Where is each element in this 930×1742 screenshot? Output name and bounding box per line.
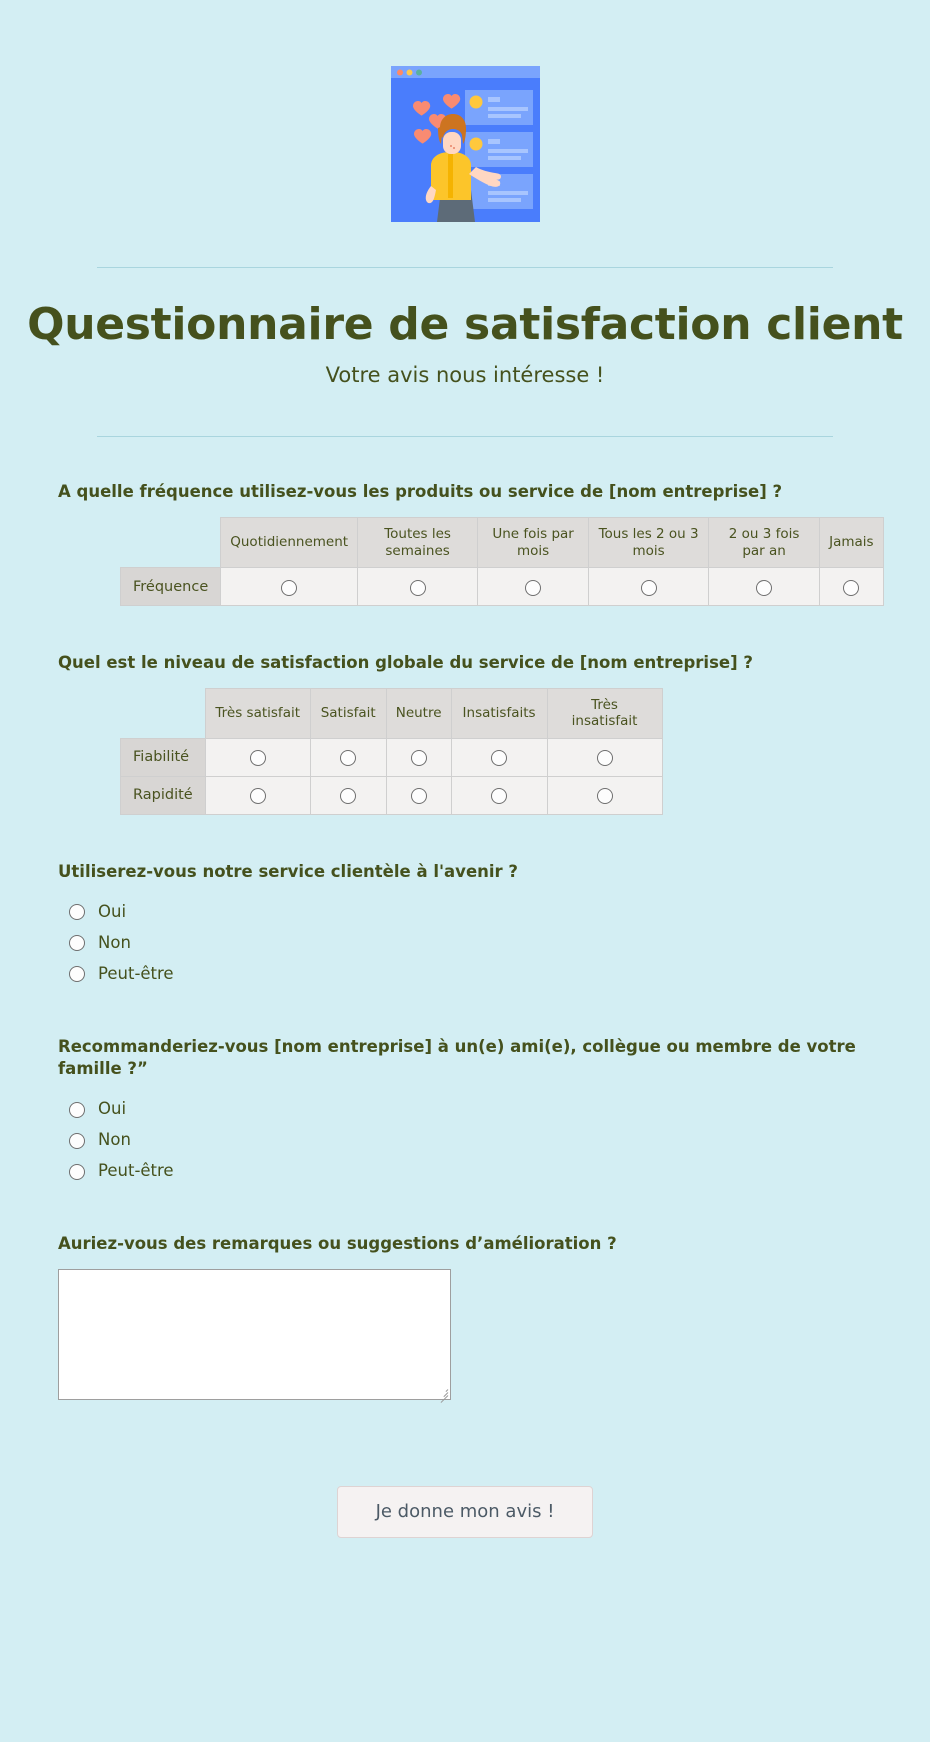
matrix-cell[interactable]: [205, 776, 310, 814]
column-header: Insatisfaits: [451, 688, 547, 738]
option-label: Non: [98, 932, 131, 952]
table-row: [121, 568, 884, 606]
radio-button[interactable]: [756, 580, 772, 596]
radio-button[interactable]: [597, 788, 613, 804]
question-future-use-label: Utiliserez-vous notre service clientèle à l'avenir ?: [58, 861, 518, 881]
matrix-cell[interactable]: [386, 738, 451, 776]
column-header: Tous les 2 ou 3 mois: [589, 518, 709, 568]
radio-button[interactable]: [69, 904, 85, 920]
column-header: Toutes les semaines: [358, 518, 478, 568]
matrix-cell[interactable]: [547, 738, 662, 776]
matrix-cell[interactable]: [709, 568, 820, 606]
survey-form: [0, 481, 930, 1399]
option-label: Peut-être: [98, 963, 174, 983]
question-recommend: [58, 1036, 930, 1188]
frequency-matrix-table: [120, 517, 884, 606]
page-title: Questionnaire de satisfaction client: [27, 299, 903, 350]
divider-under-header: [97, 436, 833, 437]
question-satisfaction: [58, 652, 930, 815]
radio-option-non[interactable]: [58, 1125, 930, 1156]
column-header: Jamais: [820, 518, 883, 568]
radio-option-peut-etre[interactable]: [58, 959, 930, 990]
matrix-cell[interactable]: [478, 568, 589, 606]
resize-handle-icon[interactable]: [437, 1386, 448, 1397]
row-header: Rapidité: [121, 776, 206, 814]
matrix-cell[interactable]: [310, 776, 386, 814]
future-use-options: [58, 897, 930, 990]
matrix-corner-cell: [121, 688, 206, 738]
remarks-textarea-wrapper[interactable]: [58, 1269, 451, 1400]
radio-button[interactable]: [69, 1102, 85, 1118]
radio-button[interactable]: [411, 788, 427, 804]
radio-option-oui[interactable]: [58, 1094, 930, 1125]
radio-button[interactable]: [340, 788, 356, 804]
column-header: Neutre: [386, 688, 451, 738]
matrix-cell[interactable]: [358, 568, 478, 606]
table-row: [121, 776, 663, 814]
question-recommend-label: Recommanderiez-vous [nom entreprise] à un(e) ami(e), collègue ou membre de votre famille ?”: [58, 1036, 856, 1079]
matrix-cell[interactable]: [310, 738, 386, 776]
matrix-cell[interactable]: [451, 738, 547, 776]
table-row: [121, 738, 663, 776]
option-label: Oui: [98, 1099, 127, 1119]
recommend-options: [58, 1094, 930, 1187]
matrix-corner-cell: [121, 518, 221, 568]
submit-area: [0, 1486, 930, 1628]
question-frequency-label: A quelle fréquence utilisez-vous les produits ou service de [nom entreprise] ?: [58, 482, 783, 502]
radio-button[interactable]: [69, 966, 85, 982]
question-frequency: [58, 481, 930, 606]
radio-button[interactable]: [281, 580, 297, 596]
question-remarks: [58, 1233, 930, 1400]
question-satisfaction-label: Quel est le niveau de satisfaction globale du service de [nom entreprise] ?: [58, 653, 753, 673]
radio-button[interactable]: [843, 580, 859, 596]
question-future-use: [58, 861, 930, 990]
radio-button[interactable]: [69, 1133, 85, 1149]
page-subtitle: Votre avis nous intéresse !: [325, 363, 605, 388]
submit-button[interactable]: Je donne mon avis !: [337, 1486, 594, 1538]
radio-button[interactable]: [69, 1164, 85, 1180]
radio-button[interactable]: [411, 750, 427, 766]
option-label: Non: [98, 1130, 131, 1150]
radio-button[interactable]: [491, 750, 507, 766]
column-header: Très satisfait: [205, 688, 310, 738]
column-header: Quotidiennement: [221, 518, 358, 568]
matrix-cell[interactable]: [589, 568, 709, 606]
matrix-cell[interactable]: [547, 776, 662, 814]
matrix-cell[interactable]: [451, 776, 547, 814]
radio-button[interactable]: [525, 580, 541, 596]
radio-option-non[interactable]: [58, 928, 930, 959]
radio-button[interactable]: [69, 935, 85, 951]
option-label: Peut-être: [98, 1161, 174, 1181]
matrix-cell[interactable]: [386, 776, 451, 814]
radio-button[interactable]: [641, 580, 657, 596]
matrix-cell[interactable]: [221, 568, 358, 606]
radio-button[interactable]: [491, 788, 507, 804]
column-header: Très insatisfait: [547, 688, 662, 738]
satisfaction-matrix-table: [120, 688, 663, 815]
illustration-container: [0, 0, 930, 222]
matrix-cell[interactable]: [820, 568, 883, 606]
radio-button[interactable]: [597, 750, 613, 766]
row-header: Fiabilité: [121, 738, 206, 776]
option-label: Oui: [98, 901, 127, 921]
question-remarks-label: Auriez-vous des remarques ou suggestions d’amélioration ?: [58, 1234, 617, 1254]
customer-feedback-illustration: [391, 66, 540, 222]
page-header: [0, 268, 930, 388]
radio-button[interactable]: [410, 580, 426, 596]
radio-button[interactable]: [340, 750, 356, 766]
radio-button[interactable]: [250, 750, 266, 766]
matrix-cell[interactable]: [205, 738, 310, 776]
radio-option-oui[interactable]: [58, 897, 930, 928]
column-header: Satisfait: [310, 688, 386, 738]
table-header-row: [121, 688, 663, 738]
column-header: 2 ou 3 fois par an: [709, 518, 820, 568]
column-header: Une fois par mois: [478, 518, 589, 568]
radio-option-peut-etre[interactable]: [58, 1156, 930, 1187]
radio-button[interactable]: [250, 788, 266, 804]
row-header: Fréquence: [121, 568, 221, 606]
table-header-row: [121, 518, 884, 568]
